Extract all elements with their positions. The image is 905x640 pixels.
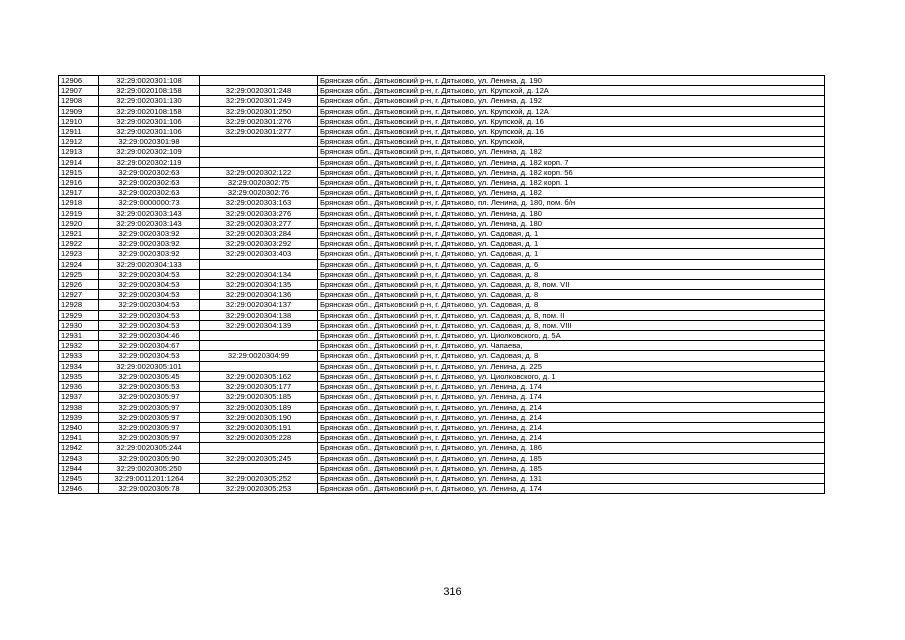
address-cell: Брянская обл., Дятьковский р-н, г. Дятьково, ул. Садовая, д. 1	[318, 239, 825, 249]
address-cell: Брянская обл., Дятьковский р-н, г. Дятьково, ул. Садовая, д. 1	[318, 249, 825, 259]
cadastral-child-cell: 32:29:0020304:137	[200, 300, 318, 310]
row-number-cell: 12924	[59, 259, 99, 269]
address-cell: Брянская обл., Дятьковский р-н, г. Дятьково, ул. Крупской,	[318, 137, 825, 147]
cadastral-child-cell	[200, 341, 318, 351]
row-number-cell: 12922	[59, 239, 99, 249]
row-number-cell: 12921	[59, 229, 99, 239]
cadastral-child-cell: 32:29:0020305:189	[200, 402, 318, 412]
cadastral-child-cell: 32:29:0020303:284	[200, 229, 318, 239]
cadastral-child-cell: 32:29:0020304:139	[200, 320, 318, 330]
table-row	[59, 127, 825, 137]
cadastral-child-cell: 32:29:0020301:249	[200, 96, 318, 106]
cadastral-parent-cell: 32:29:0020302:63	[99, 167, 200, 177]
cadastral-parent-cell: 32:29:0020304:133	[99, 259, 200, 269]
row-number-cell: 12938	[59, 402, 99, 412]
cadastral-child-cell: 32:29:0020304:135	[200, 280, 318, 290]
cadastral-parent-cell: 32:29:0020304:53	[99, 290, 200, 300]
row-number-cell: 12927	[59, 290, 99, 300]
table-row	[59, 259, 825, 269]
table-row	[59, 392, 825, 402]
cadastral-parent-cell: 32:29:0020303:92	[99, 229, 200, 239]
cadastral-child-cell	[200, 331, 318, 341]
table-row	[59, 147, 825, 157]
address-cell: Брянская обл., Дятьковский р-н, г. Дятьково, ул. Ленина, д. 192	[318, 96, 825, 106]
cadastral-child-cell: 32:29:0020303:276	[200, 208, 318, 218]
address-cell: Брянская обл., Дятьковский р-н, г. Дятьково, ул. Ленина, д. 174	[318, 392, 825, 402]
cadastral-parent-cell: 32:29:0020108:158	[99, 86, 200, 96]
table-row	[59, 463, 825, 473]
cadastral-parent-cell: 32:29:0020304:67	[99, 341, 200, 351]
cadastral-child-cell: 32:29:0020305:162	[200, 371, 318, 381]
cadastral-parent-cell: 32:29:0020305:45	[99, 371, 200, 381]
cadastral-parent-cell: 32:29:0020304:53	[99, 351, 200, 361]
cadastral-child-cell	[200, 137, 318, 147]
table-row	[59, 331, 825, 341]
table-row	[59, 76, 825, 86]
cadastral-parent-cell: 32:29:0020305:101	[99, 361, 200, 371]
cadastral-child-cell: 32:29:0020305:252	[200, 473, 318, 483]
address-cell: Брянская обл., Дятьковский р-н, г. Дятьково, ул. Ленина, д. 190	[318, 76, 825, 86]
row-number-cell: 12915	[59, 167, 99, 177]
row-number-cell: 12941	[59, 433, 99, 443]
address-cell: Брянская обл., Дятьковский р-н, г. Дятьково, ул. Садовая, д. 6	[318, 259, 825, 269]
cadastral-parent-cell: 32:29:0020305:250	[99, 463, 200, 473]
cadastral-child-cell	[200, 443, 318, 453]
address-cell: Брянская обл., Дятьковский р-н, г. Дятьково, ул. Ленина, д. 174	[318, 382, 825, 392]
row-number-cell: 12946	[59, 484, 99, 494]
cadastral-parent-cell: 32:29:0020305:90	[99, 453, 200, 463]
cadastral-child-cell: 32:29:0020304:138	[200, 310, 318, 320]
table-row	[59, 167, 825, 177]
address-cell: Брянская обл., Дятьковский р-н, г. Дятьково, ул. Циолковского, д. 1	[318, 371, 825, 381]
table-row	[59, 188, 825, 198]
table-row	[59, 96, 825, 106]
address-cell: Брянская обл., Дятьковский р-н, г. Дятьково, ул. Ленина, д. 180	[318, 208, 825, 218]
cadastral-parent-cell: 32:29:0020304:53	[99, 320, 200, 330]
cadastral-parent-cell: 32:29:0020303:143	[99, 218, 200, 228]
address-cell: Брянская обл., Дятьковский р-н, г. Дятьково, ул. Садовая, д. 8	[318, 300, 825, 310]
row-number-cell: 12934	[59, 361, 99, 371]
address-cell: Брянская обл., Дятьковский р-н, г. Дятьково, ул. Крупской, д. 12А	[318, 86, 825, 96]
table-row	[59, 229, 825, 239]
row-number-cell: 12928	[59, 300, 99, 310]
cadastral-child-cell: 32:29:0020301:277	[200, 127, 318, 137]
cadastral-parent-cell: 32:29:0020302:63	[99, 188, 200, 198]
address-cell: Брянская обл., Дятьковский р-н, г. Дятьково, ул. Ленина, д. 182 корп. 7	[318, 157, 825, 167]
row-number-cell: 12913	[59, 147, 99, 157]
cadastral-parent-cell: 32:29:0020305:78	[99, 484, 200, 494]
table-row	[59, 382, 825, 392]
row-number-cell: 12920	[59, 218, 99, 228]
cadastral-parent-cell: 32:29:0020301:130	[99, 96, 200, 106]
row-number-cell: 12919	[59, 208, 99, 218]
table-row	[59, 473, 825, 483]
address-cell: Брянская обл., Дятьковский р-н, г. Дятьково, пл. Ленина, д. 180, пом. б/н	[318, 198, 825, 208]
table-row	[59, 371, 825, 381]
row-number-cell: 12939	[59, 412, 99, 422]
cadastral-child-cell: 32:29:0020304:99	[200, 351, 318, 361]
table-row	[59, 453, 825, 463]
table-row	[59, 351, 825, 361]
table-row	[59, 402, 825, 412]
table-row	[59, 157, 825, 167]
row-number-cell: 12909	[59, 106, 99, 116]
cadastral-parent-cell: 32:29:0020303:92	[99, 249, 200, 259]
row-number-cell: 12926	[59, 280, 99, 290]
address-cell: Брянская обл., Дятьковский р-н, г. Дятьково, ул. Ленина, д. 186	[318, 443, 825, 453]
row-number-cell: 12935	[59, 371, 99, 381]
cadastral-child-cell	[200, 147, 318, 157]
address-cell: Брянская обл., Дятьковский р-н, г. Дятьково, ул. Ленина, д. 182	[318, 188, 825, 198]
cadastral-parent-cell: 32:29:0020305:97	[99, 402, 200, 412]
table-row	[59, 208, 825, 218]
address-cell: Брянская обл., Дятьковский р-н, г. Дятьково, ул. Ленина, д. 214	[318, 402, 825, 412]
cadastral-parent-cell: 32:29:0020302:109	[99, 147, 200, 157]
cadastral-parent-cell: 32:29:0020305:53	[99, 382, 200, 392]
row-number-cell: 12929	[59, 310, 99, 320]
cadastral-parent-cell: 32:29:0020304:53	[99, 300, 200, 310]
address-cell: Брянская обл., Дятьковский р-н, г. Дятьково, ул. Циолковского, д. 5А	[318, 331, 825, 341]
address-cell: Брянская обл., Дятьковский р-н, г. Дятьково, ул. Садовая, д. 8	[318, 290, 825, 300]
cadastral-parent-cell: 32:29:0020305:97	[99, 412, 200, 422]
cadastral-parent-cell: 32:29:0020303:143	[99, 208, 200, 218]
cadastral-child-cell: 32:29:0020302:122	[200, 167, 318, 177]
address-cell: Брянская обл., Дятьковский р-н, г. Дятьково, ул. Крупской, д. 12А	[318, 106, 825, 116]
table-row	[59, 106, 825, 116]
address-cell: Брянская обл., Дятьковский р-н, г. Дятьково, ул. Садовая, д. 8	[318, 351, 825, 361]
row-number-cell: 12945	[59, 473, 99, 483]
address-cell: Брянская обл., Дятьковский р-н, г. Дятьково, ул. Садовая, д. 1	[318, 229, 825, 239]
address-cell: Брянская обл., Дятьковский р-н, г. Дятьково, ул. Ленина, д. 180	[318, 218, 825, 228]
row-number-cell: 12930	[59, 320, 99, 330]
row-number-cell: 12916	[59, 178, 99, 188]
cadastral-child-cell: 32:29:0020305:191	[200, 422, 318, 432]
cadastral-parent-cell: 32:29:0020303:92	[99, 239, 200, 249]
address-cell: Брянская обл., Дятьковский р-н, г. Дятьково, ул. Садовая, д. 8, пом. VIII	[318, 320, 825, 330]
table-row	[59, 280, 825, 290]
table-row	[59, 341, 825, 351]
cadastral-child-cell	[200, 157, 318, 167]
cadastral-parent-cell: 32:29:0020305:97	[99, 392, 200, 402]
table-row	[59, 300, 825, 310]
cadastral-child-cell: 32:29:0020305:177	[200, 382, 318, 392]
registry-table-body	[59, 76, 825, 494]
row-number-cell: 12944	[59, 463, 99, 473]
row-number-cell: 12940	[59, 422, 99, 432]
page-number: 316	[443, 586, 462, 598]
address-cell: Брянская обл., Дятьковский р-н, г. Дятьково, ул. Ленина, д. 185	[318, 463, 825, 473]
table-row	[59, 422, 825, 432]
cadastral-child-cell: 32:29:0020305:228	[200, 433, 318, 443]
address-cell: Брянская обл., Дятьковский р-н, г. Дятьково, ул. Чапаева,	[318, 341, 825, 351]
cadastral-child-cell: 32:29:0020304:134	[200, 269, 318, 279]
table-row	[59, 239, 825, 249]
address-cell: Брянская обл., Дятьковский р-н, г. Дятьково, ул. Ленина, д. 214	[318, 412, 825, 422]
address-cell: Брянская обл., Дятьковский р-н, г. Дятьково, ул. Ленина, д. 214	[318, 422, 825, 432]
cadastral-child-cell: 32:29:0020305:185	[200, 392, 318, 402]
cadastral-parent-cell: 32:29:0020301:106	[99, 116, 200, 126]
cadastral-child-cell: 32:29:0020305:245	[200, 453, 318, 463]
address-cell: Брянская обл., Дятьковский р-н, г. Дятьково, ул. Ленина, д. 131	[318, 473, 825, 483]
row-number-cell: 12923	[59, 249, 99, 259]
row-number-cell: 12936	[59, 382, 99, 392]
cadastral-parent-cell: 32:29:0020304:53	[99, 310, 200, 320]
cadastral-child-cell	[200, 259, 318, 269]
cadastral-parent-cell: 32:29:0020302:63	[99, 178, 200, 188]
row-number-cell: 12933	[59, 351, 99, 361]
table-row	[59, 249, 825, 259]
cadastral-child-cell: 32:29:0020301:250	[200, 106, 318, 116]
address-cell: Брянская обл., Дятьковский р-н, г. Дятьково, ул. Ленина, д. 185	[318, 453, 825, 463]
table-row	[59, 86, 825, 96]
cadastral-parent-cell: 32:29:0020305:244	[99, 443, 200, 453]
table-row	[59, 443, 825, 453]
cadastral-child-cell: 32:29:0020302:76	[200, 188, 318, 198]
row-number-cell: 12925	[59, 269, 99, 279]
cadastral-parent-cell: 32:29:0020304:53	[99, 280, 200, 290]
cadastral-parent-cell: 32:29:0020301:108	[99, 76, 200, 86]
table-row	[59, 484, 825, 494]
cadastral-child-cell	[200, 76, 318, 86]
table-row	[59, 218, 825, 228]
cadastral-parent-cell: 32:29:0020304:53	[99, 269, 200, 279]
cadastral-child-cell: 32:29:0020302:75	[200, 178, 318, 188]
cadastral-child-cell: 32:29:0020301:248	[200, 86, 318, 96]
table-row	[59, 320, 825, 330]
cadastral-parent-cell: 32:29:0020305:97	[99, 433, 200, 443]
cadastral-child-cell	[200, 361, 318, 371]
cadastral-child-cell: 32:29:0020305:190	[200, 412, 318, 422]
cadastral-parent-cell: 32:29:0020301:98	[99, 137, 200, 147]
table-row	[59, 433, 825, 443]
address-cell: Брянская обл., Дятьковский р-н, г. Дятьково, ул. Садовая, д. 8	[318, 269, 825, 279]
cadastral-child-cell: 32:29:0020301:276	[200, 116, 318, 126]
table-row	[59, 116, 825, 126]
address-cell: Брянская обл., Дятьковский р-н, г. Дятьково, ул. Крупской, д. 16	[318, 116, 825, 126]
row-number-cell: 12914	[59, 157, 99, 167]
cadastral-child-cell: 32:29:0020305:253	[200, 484, 318, 494]
row-number-cell: 12907	[59, 86, 99, 96]
address-cell: Брянская обл., Дятьковский р-н, г. Дятьково, ул. Ленина, д. 214	[318, 433, 825, 443]
address-cell: Брянская обл., Дятьковский р-н, г. Дятьково, ул. Ленина, д. 174	[318, 484, 825, 494]
address-cell: Брянская обл., Дятьковский р-н, г. Дятьково, ул. Ленина, д. 225	[318, 361, 825, 371]
address-cell: Брянская обл., Дятьковский р-н, г. Дятьково, ул. Ленина, д. 182 корп. 56	[318, 167, 825, 177]
cadastral-child-cell: 32:29:0020303:163	[200, 198, 318, 208]
row-number-cell: 12912	[59, 137, 99, 147]
row-number-cell: 12906	[59, 76, 99, 86]
table-row	[59, 137, 825, 147]
cadastral-child-cell	[200, 463, 318, 473]
cadastral-parent-cell: 32:29:0020302:119	[99, 157, 200, 167]
cadastral-child-cell: 32:29:0020303:403	[200, 249, 318, 259]
cadastral-child-cell: 32:29:0020304:136	[200, 290, 318, 300]
row-number-cell: 12917	[59, 188, 99, 198]
cadastral-parent-cell: 32:29:0020304:46	[99, 331, 200, 341]
row-number-cell: 12910	[59, 116, 99, 126]
cadastral-child-cell: 32:29:0020303:277	[200, 218, 318, 228]
table-row	[59, 269, 825, 279]
table-row	[59, 361, 825, 371]
row-number-cell: 12918	[59, 198, 99, 208]
row-number-cell: 12937	[59, 392, 99, 402]
address-cell: Брянская обл., Дятьковский р-н, г. Дятьково, ул. Ленина, д. 182 корп. 1	[318, 178, 825, 188]
table-row	[59, 290, 825, 300]
address-cell: Брянская обл., Дятьковский р-н, г. Дятьково, ул. Садовая, д. 8, пом. VII	[318, 280, 825, 290]
table-row	[59, 178, 825, 188]
address-cell: Брянская обл., Дятьковский р-н, г. Дятьково, ул. Ленина, д. 182	[318, 147, 825, 157]
table-row	[59, 198, 825, 208]
cadastral-parent-cell: 32:29:0011201:1264	[99, 473, 200, 483]
row-number-cell: 12931	[59, 331, 99, 341]
row-number-cell: 12943	[59, 453, 99, 463]
row-number-cell: 12911	[59, 127, 99, 137]
table-row	[59, 310, 825, 320]
row-number-cell: 12932	[59, 341, 99, 351]
cadastral-parent-cell: 32:29:0020301:106	[99, 127, 200, 137]
cadastral-parent-cell: 32:29:0000000:73	[99, 198, 200, 208]
cadastral-parent-cell: 32:29:0020108:158	[99, 106, 200, 116]
table-row	[59, 412, 825, 422]
cadastral-child-cell: 32:29:0020303:292	[200, 239, 318, 249]
registry-table	[58, 75, 825, 494]
row-number-cell: 12908	[59, 96, 99, 106]
row-number-cell: 12942	[59, 443, 99, 453]
address-cell: Брянская обл., Дятьковский р-н, г. Дятьково, ул. Крупской, д. 16	[318, 127, 825, 137]
cadastral-parent-cell: 32:29:0020305:97	[99, 422, 200, 432]
address-cell: Брянская обл., Дятьковский р-н, г. Дятьково, ул. Садовая, д. 8, пом. II	[318, 310, 825, 320]
